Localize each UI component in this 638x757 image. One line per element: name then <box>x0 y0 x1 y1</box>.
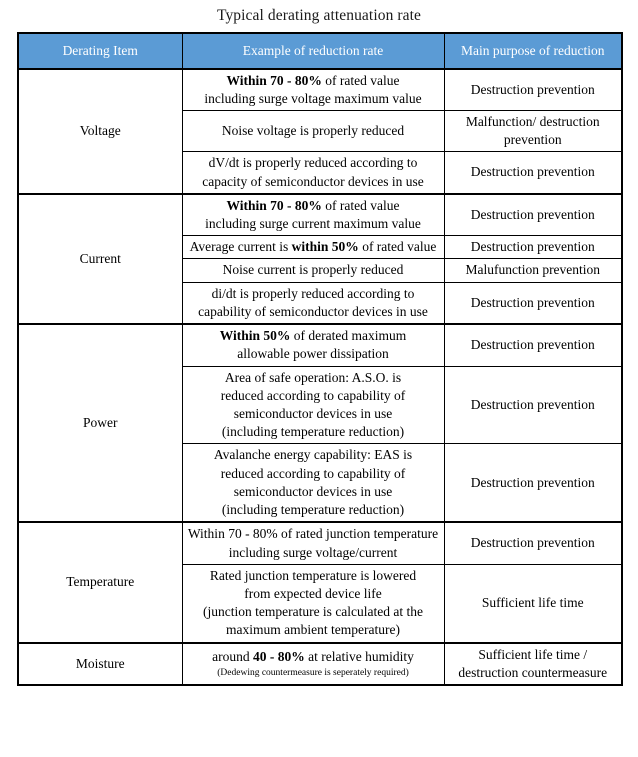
table-row <box>18 194 622 236</box>
main-purpose-cell <box>444 282 622 324</box>
derating-item-cell: Current <box>18 194 182 324</box>
main-purpose-line: Destruction prevention <box>470 337 595 353</box>
main-purpose-line: Destruction prevention <box>470 294 595 310</box>
main-purpose-cell <box>444 69 622 111</box>
reduction-rate-line: Avalanche energy capability: EAS is <box>213 447 413 463</box>
emphasis-text: 40 - 80% <box>253 649 305 665</box>
emphasis-text: Within 70 - 80% <box>226 72 322 88</box>
main-purpose-cell <box>444 194 622 236</box>
reduction-rate-line: Within 70 - 80% of rated value <box>226 197 400 213</box>
main-purpose-line: Destruction prevention <box>470 81 595 97</box>
reduction-rate-line: Average current is within 50% of rated value <box>189 239 437 255</box>
table-row <box>18 643 622 685</box>
reduction-rate-line: Within 70 - 80% of rated junction temperature <box>187 526 439 542</box>
derating-item-cell: Power <box>18 324 182 522</box>
reduction-rate-cell <box>182 194 444 236</box>
column-header-main-purpose-of-reduction: Main purpose of reduction <box>444 33 622 69</box>
reduction-rate-line: (junction temperature is calculated at the <box>202 604 424 620</box>
reduction-rate-cell <box>182 236 444 259</box>
main-purpose-line: Sufficient life time / <box>478 646 588 662</box>
derating-item-cell: Moisture <box>18 643 182 685</box>
main-purpose-line: Destruction prevention <box>470 206 595 222</box>
main-purpose-cell <box>444 324 622 366</box>
reduction-rate-cell <box>182 324 444 366</box>
reduction-rate-line: dV/dt is properly reduced according to <box>208 155 418 171</box>
main-purpose-cell <box>444 259 622 282</box>
emphasis-text: Within 50% <box>219 328 291 344</box>
main-purpose-cell <box>444 236 622 259</box>
main-purpose-line: Destruction prevention <box>470 239 595 255</box>
main-purpose-line: Destruction prevention <box>470 474 595 490</box>
derating-item-cell: Voltage <box>18 69 182 194</box>
main-purpose-cell <box>444 522 622 564</box>
reduction-rate-cell <box>182 152 444 194</box>
emphasis-text: within 50% <box>291 239 359 255</box>
derating-item-cell: Temperature <box>18 522 182 642</box>
reduction-rate-line: Within 70 - 80% of rated value <box>226 72 400 88</box>
main-purpose-line: Malufunction prevention <box>465 262 601 278</box>
column-header-derating-item: Derating Item <box>18 33 182 69</box>
reduction-rate-line: di/dt is properly reduced according to <box>211 285 415 301</box>
reduction-rate-line: including surge current maximum value <box>205 216 421 232</box>
reduction-rate-line: semiconductor devices in use <box>233 406 393 421</box>
table-row <box>18 324 622 366</box>
main-purpose-cell <box>444 444 622 522</box>
reduction-rate-line: Rated junction temperature is lowered <box>209 567 417 583</box>
table-header <box>18 33 622 69</box>
reduction-rate-line: capability of semiconductor devices in use <box>198 303 428 319</box>
main-purpose-cell <box>444 152 622 194</box>
reduction-rate-line: around 40 - 80% at relative humidity <box>212 649 414 665</box>
reduction-rate-line: capacity of semiconductor devices in use <box>202 173 424 189</box>
reduction-rate-line: Noise current is properly reduced <box>222 262 404 278</box>
table-row <box>18 69 622 111</box>
main-purpose-line: Destruction prevention <box>470 396 595 412</box>
reduction-rate-line: (including temperature reduction) <box>221 424 405 440</box>
main-purpose-line: Destruction prevention <box>470 535 595 551</box>
main-purpose-line: Destruction prevention <box>470 164 595 180</box>
main-purpose-line: Malfunction/ destruction prevention <box>465 113 600 148</box>
reduction-rate-line: maximum ambient temperature) <box>226 622 400 638</box>
reduction-rate-line: including surge voltage/current <box>228 544 398 560</box>
main-purpose-line: destruction countermeasure <box>458 664 608 680</box>
reduction-rate-line: reduced according to capability of <box>220 387 406 403</box>
reduction-rate-cell <box>182 522 444 564</box>
reduction-rate-line: Within 50% of derated maximum <box>219 328 407 344</box>
column-header-example-of-reduction-rate: Example of reduction rate <box>182 33 444 69</box>
reduction-rate-cell <box>182 110 444 151</box>
reduction-rate-line: semiconductor devices in use <box>233 483 393 499</box>
main-purpose-cell <box>444 366 622 444</box>
reduction-rate-line: Noise voltage is properly reduced <box>221 123 405 139</box>
reduction-rate-line: (including temperature reduction) <box>221 502 405 518</box>
page-title: Typical derating attenuation rate <box>216 7 422 24</box>
reduction-rate-line: including surge voltage maximum value <box>204 90 422 106</box>
reduction-rate-cell <box>182 643 444 685</box>
main-purpose-line: Sufficient life time <box>481 595 584 611</box>
table-body <box>18 69 622 686</box>
reduction-rate-cell <box>182 69 444 111</box>
emphasis-text: Within 70 - 80% <box>226 197 322 213</box>
reduction-rate-cell <box>182 282 444 324</box>
reduction-rate-cell <box>182 564 444 642</box>
reduction-rate-line: (Dedewing countermeasure is seperately required) <box>217 667 409 678</box>
reduction-rate-cell <box>182 366 444 444</box>
reduction-rate-cell <box>182 259 444 282</box>
reduction-rate-cell <box>182 444 444 522</box>
table-header-row <box>18 33 622 69</box>
derating-table <box>17 32 623 687</box>
main-purpose-cell <box>444 110 622 151</box>
main-purpose-cell <box>444 564 622 642</box>
main-purpose-cell <box>444 643 622 685</box>
table-row <box>18 522 622 564</box>
reduction-rate-line: Area of safe operation: A.S.O. is <box>224 369 402 385</box>
reduction-rate-line: allowable power dissipation <box>237 346 389 362</box>
reduction-rate-line: reduced according to capability of <box>220 465 406 481</box>
reduction-rate-line: from expected device life <box>244 585 382 601</box>
